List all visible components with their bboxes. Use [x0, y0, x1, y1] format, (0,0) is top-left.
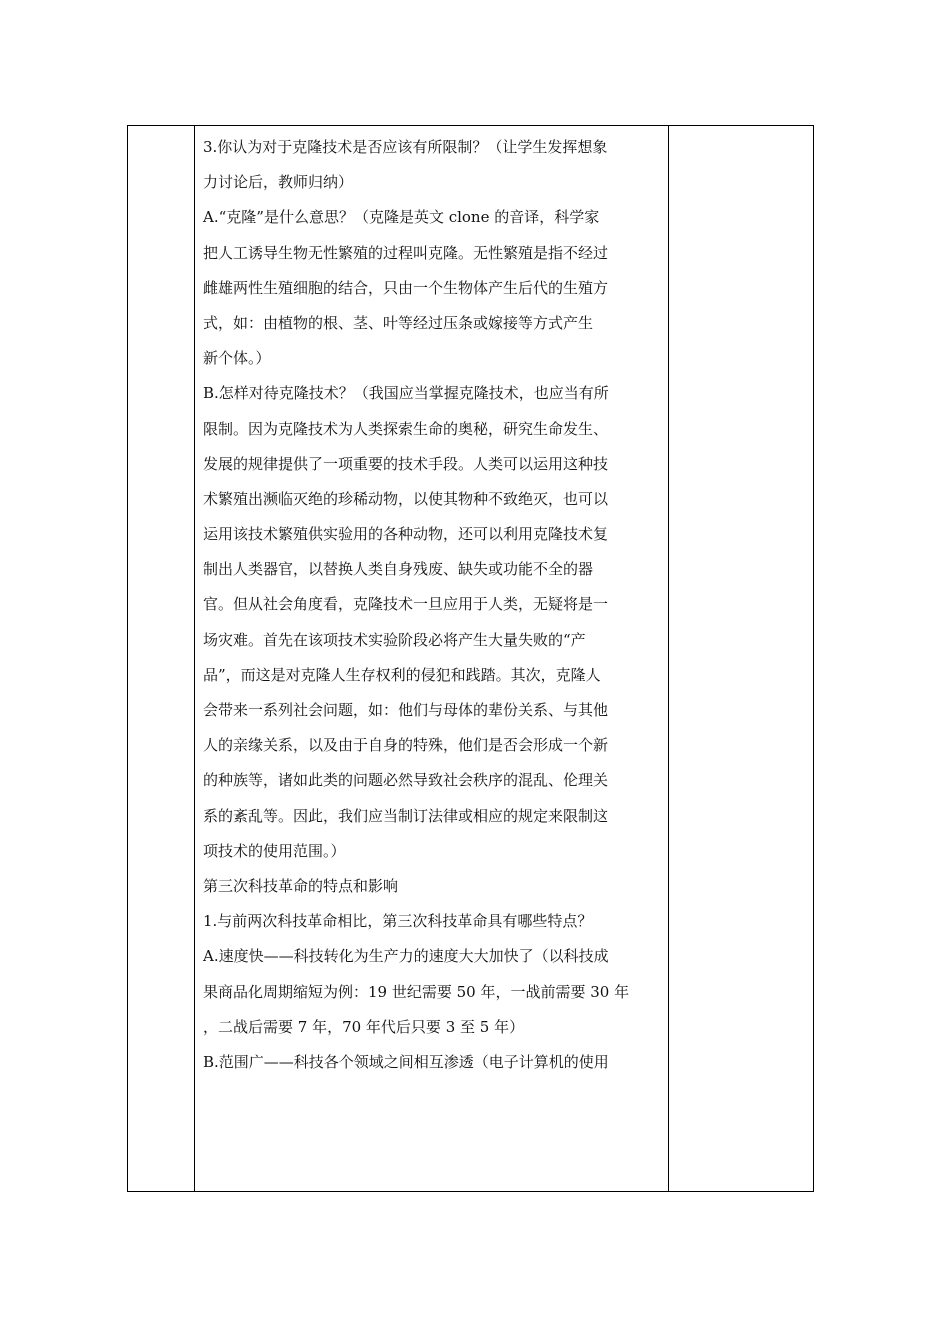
- text-line: ，二战后需要 7 年，70 年代后只要 3 至 5 年）: [203, 1017, 525, 1036]
- text-line: B.怎样对待克隆技术？（我国应当掌握克隆技术，也应当有所: [203, 384, 609, 403]
- text-line: 果商品化周期缩短为例：19 世纪需要 50 年，一战前需要 30 年: [203, 982, 630, 1001]
- text-line: 把人工诱导生物无性繁殖的过程叫克隆。无性繁殖是指不经过: [203, 243, 609, 262]
- text-line: 术繁殖出濒临灭绝的珍稀动物，以使其物种不致绝灭，也可以: [203, 489, 609, 508]
- text-line: A.速度快——科技转化为生产力的速度大大加快了（以科技成: [203, 947, 609, 966]
- content-cell: [195, 126, 668, 1191]
- text-line: 发展的规律提供了一项重要的技术手段。人类可以运用这种技: [203, 454, 609, 473]
- text-line: 运用该技术繁殖供实验用的各种动物，还可以利用克隆技术复: [203, 525, 609, 544]
- text-line: 新个体。）: [203, 349, 271, 368]
- text-line: 雌雄两性生殖细胞的结合，只由一个生物体产生后代的生殖方: [203, 278, 609, 297]
- text-line: 制出人类器官，以替换人类自身残废、缺失或功能不全的器: [203, 560, 594, 579]
- text-line: 场灾难。首先在该项技术实验阶段必将产生大量失败的“产: [203, 630, 586, 649]
- text-line: 人的亲缘关系，以及由于自身的特殊，他们是否会形成一个新: [203, 736, 609, 755]
- text-line: 品”，而这是对克隆人生存权利的侵犯和践踏。其次，克隆人: [203, 665, 601, 684]
- section-heading: 第三次科技革命的特点和影响: [203, 876, 399, 895]
- text-line: 3.你认为对于克隆技术是否应该有所限制？（让学生发挥想象: [203, 138, 608, 156]
- content-text: [195, 126, 668, 1080]
- lesson-table: [127, 125, 814, 1192]
- right-column-divider: [668, 126, 669, 1191]
- text-line: A.“克隆”是什么意思？（克隆是英文 clone 的音译，科学家: [203, 208, 600, 227]
- text-line: 官。但从社会角度看，克隆技术一旦应用于人类，无疑将是一: [203, 595, 609, 614]
- text-line: B.范围广——科技各个领域之间相互渗透（电子计算机的使用: [203, 1052, 609, 1071]
- text-line: 会带来一系列社会问题，如：他们与母体的辈份关系、与其他: [203, 701, 609, 719]
- text-line: 的种族等，诸如此类的问题必然导致社会秩序的混乱、伦理关: [203, 771, 609, 790]
- text-line: 1.与前两次科技革命相比，第三次科技革命具有哪些特点？: [203, 912, 593, 931]
- text-line: 力讨论后，教师归纳）: [203, 173, 354, 192]
- text-line: 限制。因为克隆技术为人类探索生命的奥秘，研究生命发生、: [203, 419, 609, 438]
- text-line: 式，如：由植物的根、茎、叶等经过压条或嫁接等方式产生: [203, 313, 594, 332]
- text-line: 项技术的使用范围。）: [203, 841, 346, 860]
- text-line: 系的紊乱等。因此，我们应当制订法律或相应的规定来限制这: [203, 806, 609, 825]
